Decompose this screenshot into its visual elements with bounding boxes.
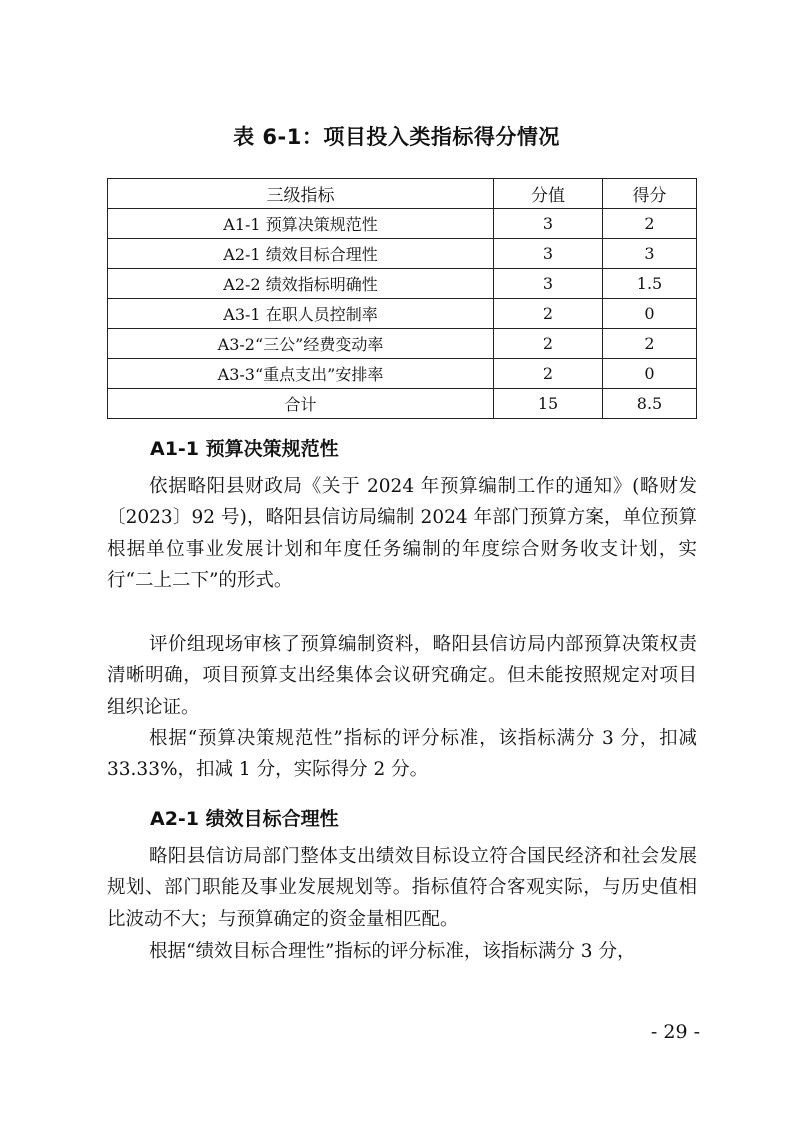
table-caption: 表 6-1：项目投入类指标得分情况	[233, 125, 560, 149]
table-row	[108, 269, 697, 299]
score-cell: 0	[603, 359, 697, 389]
header-indicator: 三级指标	[108, 179, 494, 209]
paragraph: 根据“绩效目标合理性”指标的评分标准，该指标满分 3 分，	[149, 941, 636, 962]
indicator-cell: A1-1 预算决策规范性	[108, 209, 494, 239]
indicator-cell: A2-1 绩效目标合理性	[108, 239, 494, 269]
indicator-cell: A3-2“三公”经费变动率	[108, 329, 494, 359]
score-cell: 0	[603, 299, 697, 329]
table-row	[108, 359, 697, 389]
full-score-cell: 3	[494, 209, 603, 239]
score-cell: 2	[603, 329, 697, 359]
section-heading-a1-1: A1-1 预算决策规范性	[150, 438, 339, 460]
full-score-cell: 3	[494, 269, 603, 299]
total-score-cell: 8.5	[603, 389, 697, 419]
section-heading-a2-1: A2-1 绩效目标合理性	[150, 808, 339, 830]
full-score-cell: 2	[494, 359, 603, 389]
page-number: - 29 -	[650, 1021, 700, 1043]
score-cell: 2	[603, 209, 697, 239]
table-header-row	[108, 179, 697, 209]
indicator-cell: A3-3“重点支出”安排率	[108, 359, 494, 389]
score-table	[107, 178, 697, 419]
table-total-row	[108, 389, 697, 419]
table-row	[108, 209, 697, 239]
indicator-cell: A2-2 绩效指标明确性	[108, 269, 494, 299]
header-score: 得分	[603, 179, 697, 209]
full-score-cell: 3	[494, 239, 603, 269]
full-score-cell: 2	[494, 299, 603, 329]
table-row	[108, 329, 697, 359]
paragraph: 评价组现场审核了预算编制资料，略阳县信访局内部预算决策权责清晰明确，项目预算支出经集体会议研究确定。但未能按照规定对项目组织论证。	[107, 634, 697, 718]
table-row	[108, 299, 697, 329]
indicator-cell: A3-1 在职人员控制率	[108, 299, 494, 329]
paragraph: 略阳县信访局部门整体支出绩效目标设立符合国民经济和社会发展规划、部门职能及事业发展规划等。指标值符合客观实际，与历史值相比波动不大；与预算确定的资金量相匹配。	[107, 846, 697, 930]
paragraph: 根据“预算决策规范性”指标的评分标准，该指标满分 3 分，扣减 33.33%，扣减 1 分，实际得分 2 分。	[107, 728, 697, 781]
score-cell: 1.5	[603, 269, 697, 299]
full-score-cell: 2	[494, 329, 603, 359]
score-cell: 3	[603, 239, 697, 269]
paragraph: 依据略阳县财政局《关于 2024 年预算编制工作的通知》(略财发〔2023〕92 号)，略阳县信访局编制 2024 年部门预算方案，单位预算根据单位事业发展计划和年度任务编制的年度综合财务收支计划，实行“二上二下”的形式。	[107, 476, 697, 592]
total-label-cell: 合计	[108, 389, 494, 419]
header-full-score: 分值	[494, 179, 603, 209]
table-row	[108, 239, 697, 269]
total-full-score-cell: 15	[494, 389, 603, 419]
